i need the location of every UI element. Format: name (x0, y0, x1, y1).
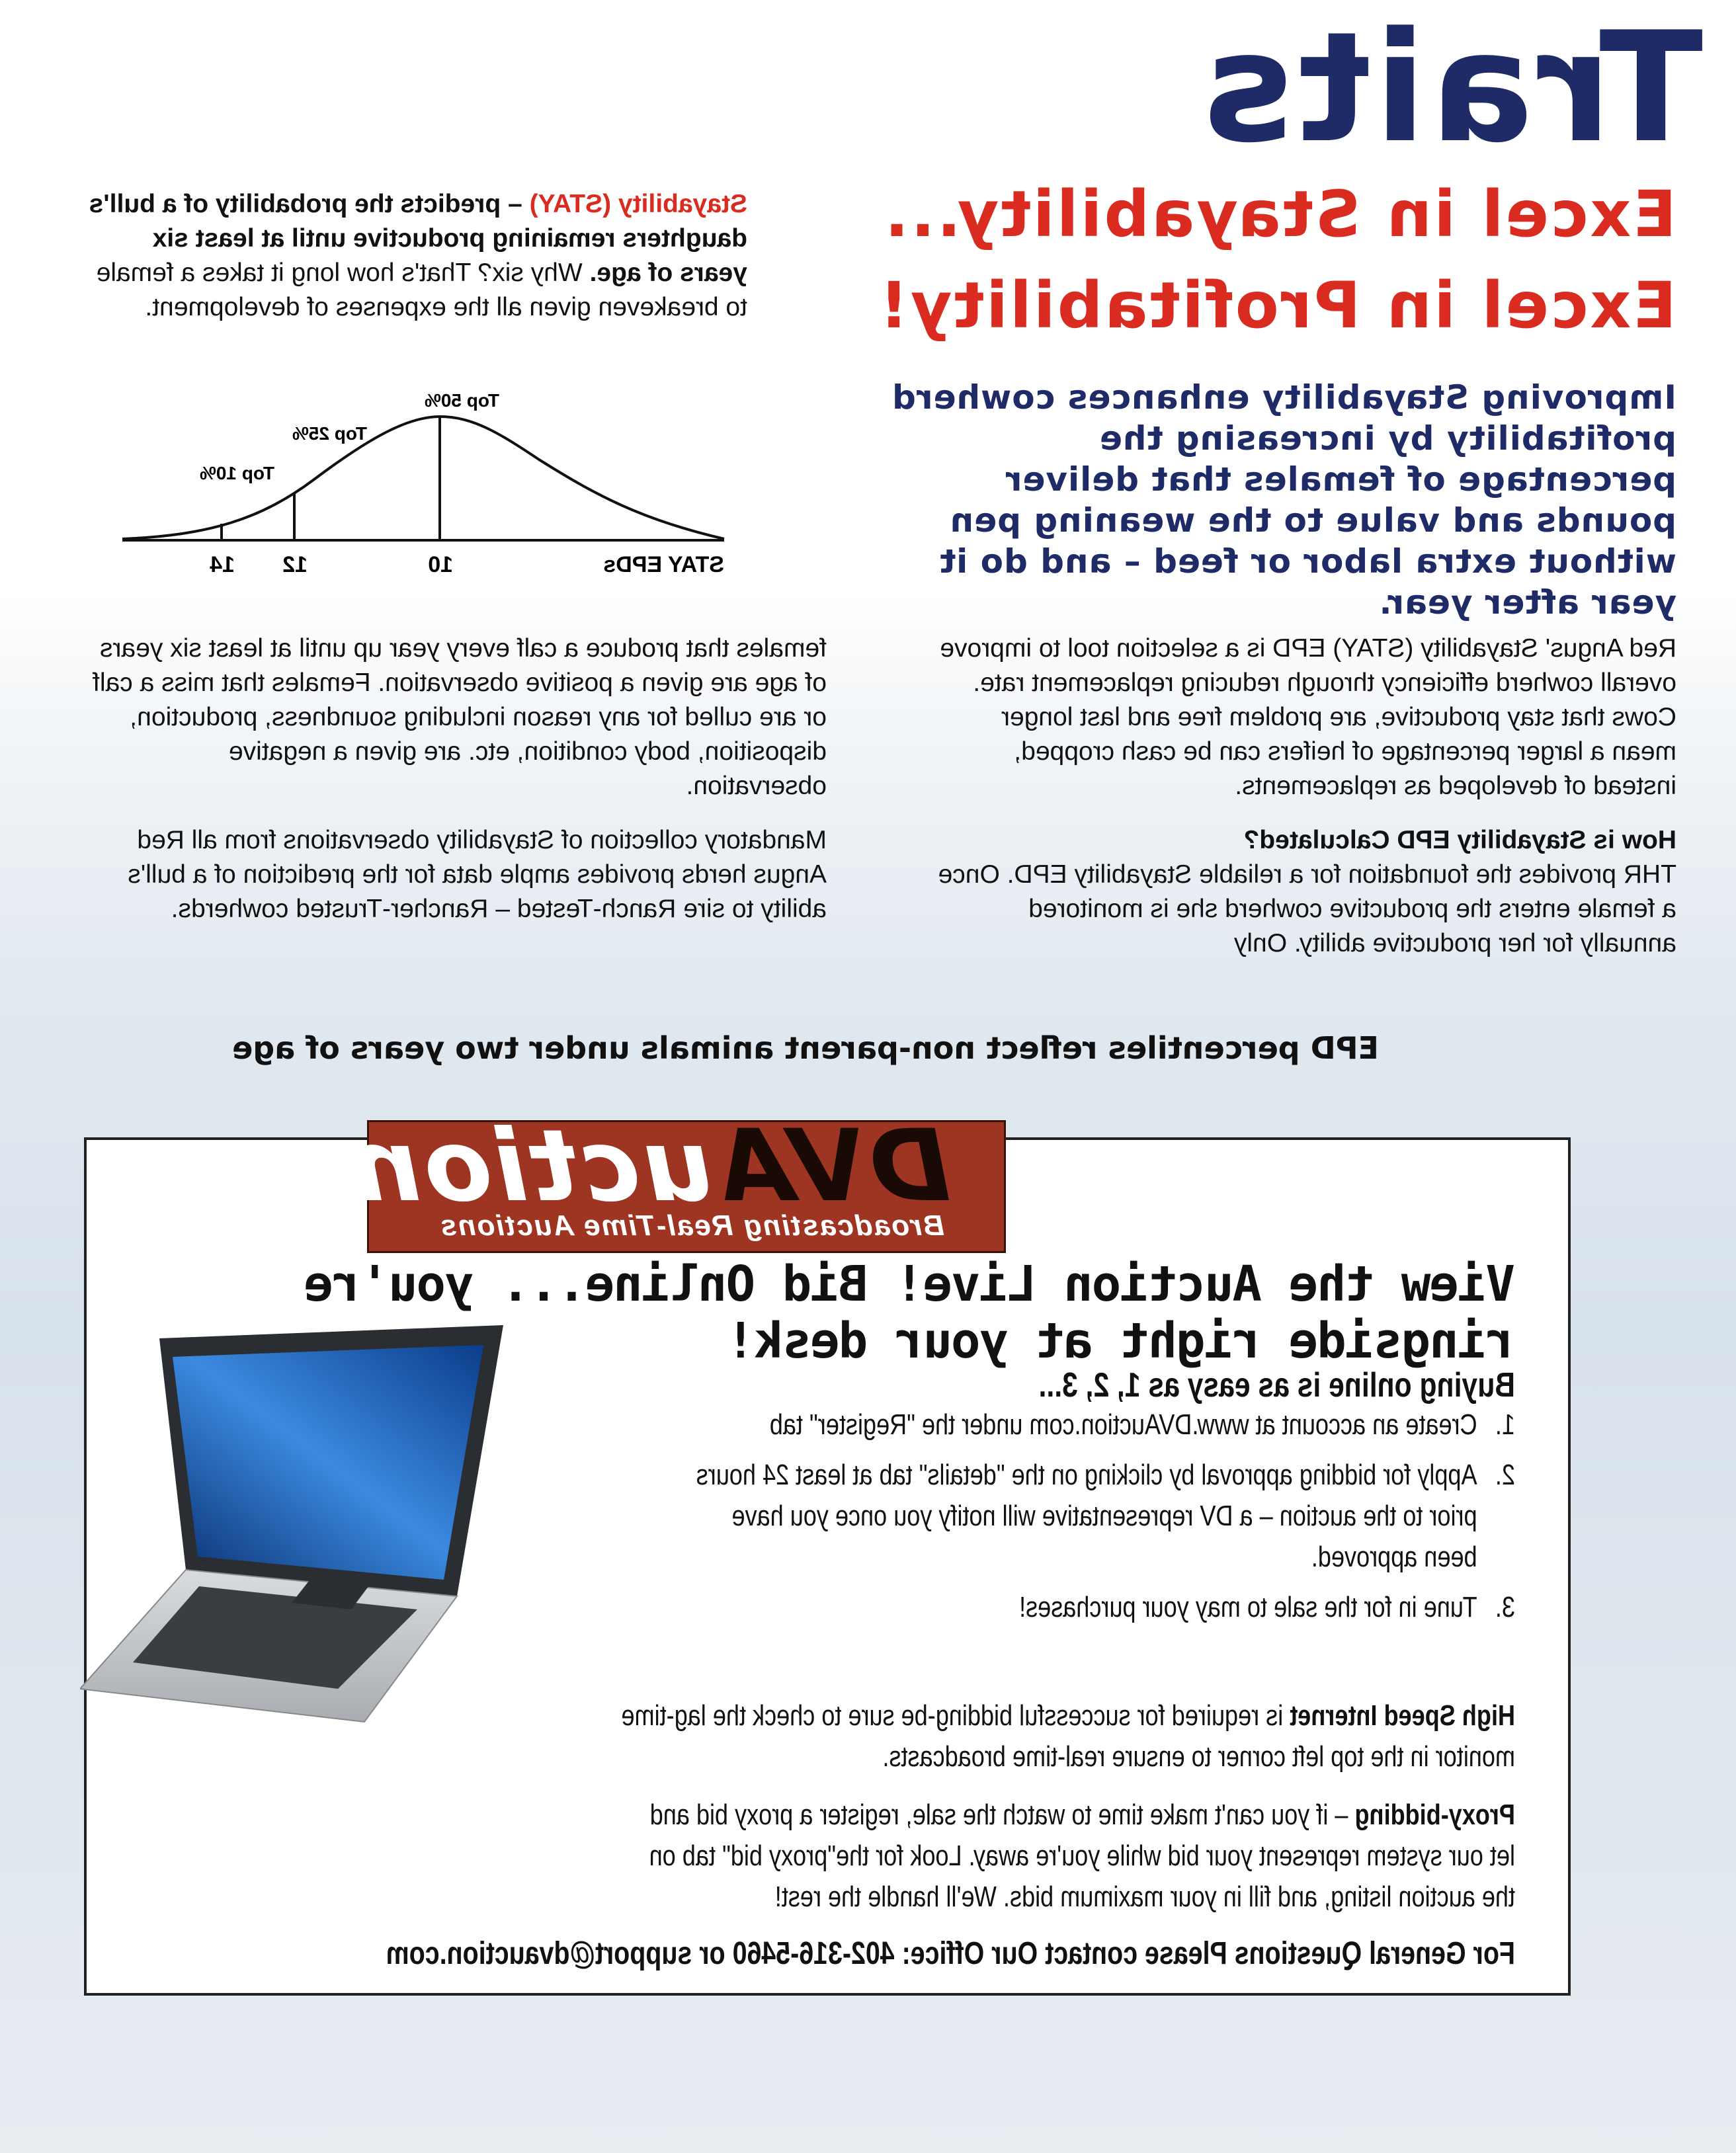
step-text: Tune in for the sale to may your purchases! (1019, 1591, 1477, 1623)
headline-line-2: Excel in Profitability! (877, 268, 1676, 343)
stayability-bold-text: – predicts the probability of a bull's daughters remaining productive until at least six years of age. (89, 190, 747, 287)
step-number: 2. (1495, 1459, 1515, 1491)
label-top50: Top 50% (424, 390, 499, 411)
proxy-bidding-label: Proxy-bidding (1354, 1799, 1515, 1831)
stay-distribution-curve (109, 387, 737, 585)
laptop-image (80, 1319, 530, 1728)
laptop-screen (173, 1345, 483, 1580)
column-left-paragraph-1: Red Angus' Stayability (STAY) EPD is a selection tool to improve overall cowherd efficiency through reducing replacement rate. Cows that stay productive, are problem free and last longer mean a larger percentage of heifers can be cash cropped, instead of developed as replacements. (940, 634, 1676, 800)
step-item (647, 1455, 1515, 1578)
high-speed-text: is required for successful bidding-be sure to check the lag-time monitor in the top left corner to ensure real-time broadcasts. (621, 1699, 1515, 1773)
column-right-paragraph-2: Mandatory collection of Stayability observations from all Red Angus herds provides ample data for the prediction of a bull's ability to sire Ranch-Tested – Rancher-Trusted cowherds. (128, 826, 827, 923)
column-left (936, 631, 1676, 981)
logo-uction: uction (348, 1109, 714, 1224)
stayability-definition (86, 187, 747, 325)
step-item (647, 1404, 1515, 1445)
stayability-text: Why six? That's how long it takes a female to breakeven given all the expenses of development. (96, 259, 747, 321)
step-number: 3. (1495, 1591, 1515, 1623)
column-left-paragraph-2: THR provides the foundation for a reliable Stayability EPD. Once a female enters the productive cowherd she is monitored annually for her productive ability. Only (938, 860, 1676, 957)
step-text: Apply for bidding approval by clicking on the "details" tab at least 24 hours prior to the auction – a DV representative will notify you once you have been approved. (696, 1459, 1477, 1573)
high-speed-note (620, 1695, 1515, 1777)
logo-wordmark (349, 1109, 951, 1224)
step-item (647, 1587, 1515, 1628)
axis-label: STAY EPDs (603, 552, 724, 577)
tick-12: 12 (282, 552, 308, 577)
dvauction-ad (84, 1109, 1571, 1996)
tick-14: 14 (210, 552, 235, 577)
percentile-note: EPD percentiles reflect non-parent animals under two years of age (232, 1030, 1379, 1066)
logo-dva: DVA (714, 1109, 951, 1224)
proxy-bidding-text: – if you can't make time to watch the sale, register a proxy bid and let our system represent your bid while you're away. Look for the"proxy bid" tab on the auction listing, and fill in your maximum bids. We'll handle the rest! (649, 1799, 1515, 1913)
step-number: 1. (1495, 1408, 1515, 1441)
contact-line: For General Questions Please contact Our Office: 402-316-5460 or support@dvauction.com (386, 1936, 1515, 1971)
column-right (86, 631, 827, 946)
intro-paragraph: Improving Stayability enhances cowherd profitability by increasing the percentage of females that deliver pounds and value to the weaning pen without extra labor or feed – and do it year after year. (891, 378, 1676, 622)
label-top25: Top 25% (292, 423, 367, 444)
headline (878, 169, 1676, 351)
logo-tagline: Broadcasting Real-Time Auctions (439, 1209, 944, 1242)
high-speed-label: High Speed Internet (1290, 1699, 1515, 1732)
calc-subhead: How is Stayability EPD Calculated? (1243, 826, 1676, 854)
stayability-term: Stayability (STAY) (529, 190, 747, 218)
headline-line-1: Excel in Stayability... (882, 177, 1676, 251)
steps-list (647, 1404, 1515, 1637)
page-title: Traits (1199, 0, 1703, 177)
column-right-paragraph-1: females that produce a calf every year up until at least six years of age are given a positive observation. Females that miss a calf or are culled for any reason including soundness, production, disposition, body condition, etc. are given a negative observation. (93, 634, 827, 800)
buying-heading: Buying online is as easy as 1, 2, 3... (1038, 1366, 1515, 1404)
step-text: Create an account at www.DVAuction.com under the "Register" tab (769, 1408, 1477, 1441)
ad-headline: View the Auction Live! Bid Online... you're ringside right at your desk! (305, 1256, 1515, 1369)
proxy-bidding-note (620, 1795, 1515, 1918)
dvauction-logo (348, 1109, 1006, 1253)
tick-10: 10 (428, 552, 453, 577)
label-top10: Top 10% (199, 463, 274, 483)
